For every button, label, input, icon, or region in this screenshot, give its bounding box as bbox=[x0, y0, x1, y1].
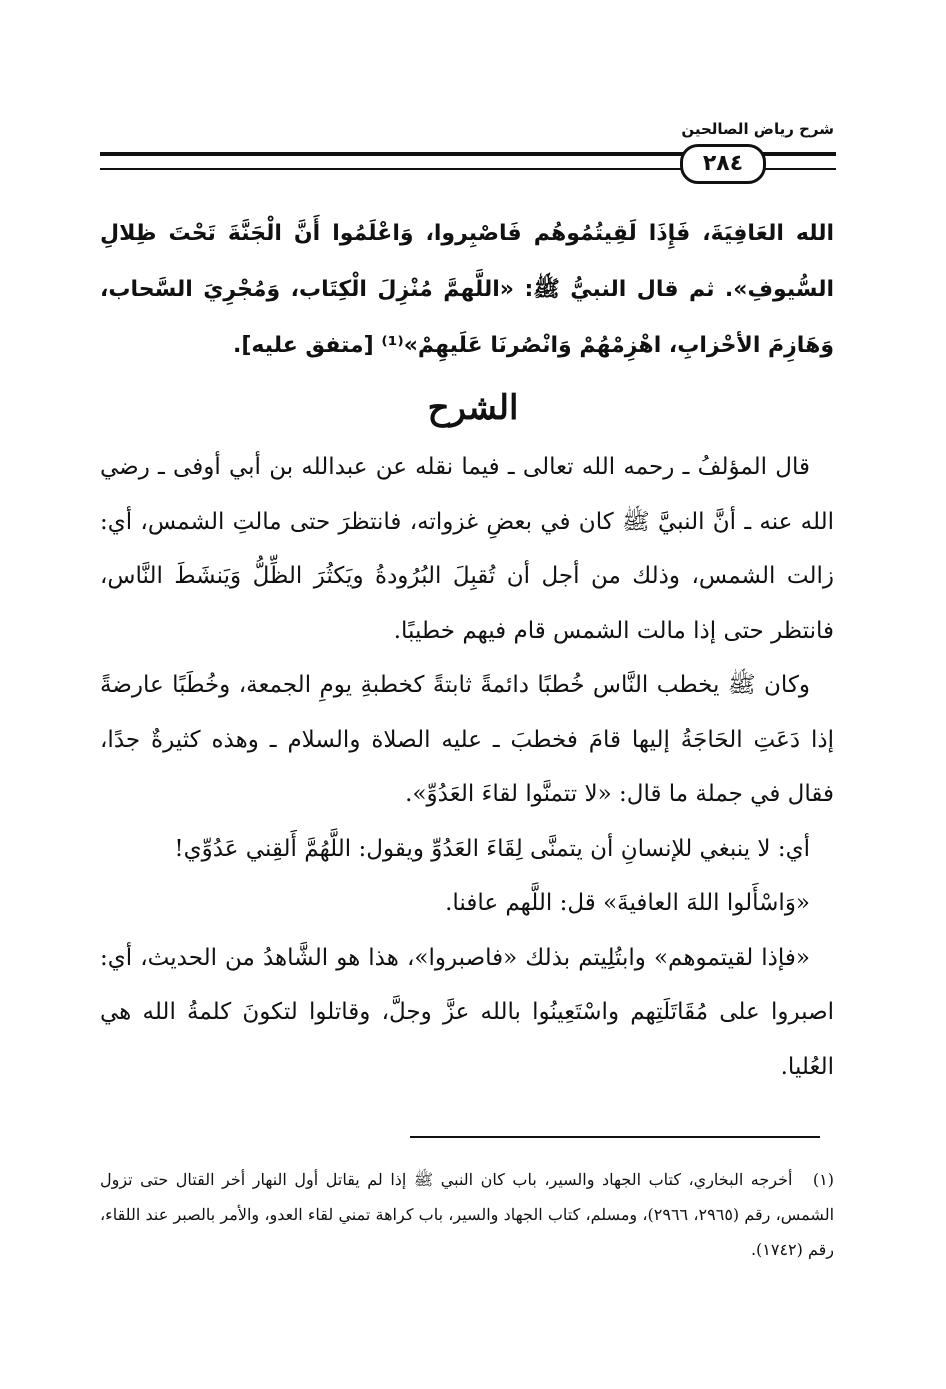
running-header-title: شرح رياض الصالحين bbox=[681, 120, 834, 138]
footnote-mark: (١) bbox=[812, 1170, 834, 1189]
commentary-paragraph: وكان ﷺ يخطب النَّاس خُطبًا دائمةً ثابتةً كخطبةِ يومِ الجمعة، وخُطَبًا عارضةً إذا دَعَتِ الحَاجَةُ إليها قامَ فخطبَ ـ عليه الصلاة والسلام ـ وهذه كثيرةٌ جدًا، فقال في جملة ما قال: «لا تتمنَّوا لقاءَ العَدُوِّ». bbox=[100, 672, 835, 807]
section-title: الشرح bbox=[427, 388, 519, 428]
commentary-paragraph: قال المؤلفُ ـ رحمه الله تعالى ـ فيما نقله عن عبدالله بن أبي أوفى ـ رضي الله عنه ـ أنَّ النبيَّ ﷺ كان في بعضِ غزواته، فانتظرَ حتى مالتِ الشمس، أي: زالت الشمس، وذلك من أجل أن تُقبِلَ البُرُودةُ ويَكثُرَ الظِّلُّ وَيَنشَطَ النَّاس، فانتظر حتى إذا مالت الشمس قام فيهم خطيبًا. bbox=[100, 454, 834, 644]
commentary-paragraph: أي: لا ينبغي للإنسانِ أن يتمنَّى لِقَاءَ العَدُوِّ ويقول: اللَّهُمَّ أَلقِني عَدُوِّي! bbox=[174, 835, 810, 862]
hadith-text-block bbox=[100, 206, 834, 374]
footnote-text: أخرجه البخاري، كتاب الجهاد والسير، باب كان النبي ﷺ إذا لم يقاتل أول النهار أخر القتال حتى تزول الشمس، رقم (٢٩٦٥، ٢٩٦٦)، ومسلم، كتاب الجهاد والسير، باب كراهة تمني لقاء العدو، والأمر بالصبر عند اللقاء، رقم (١٧٤٢). bbox=[100, 1170, 835, 1259]
commentary-paragraph: «وَاسْأَلوا اللهَ العافيةَ» قل: اللَّهم عافنا. bbox=[445, 890, 810, 916]
footnote-separator bbox=[410, 1136, 820, 1138]
commentary-block bbox=[100, 440, 834, 1094]
hadith-paragraph: الله العَافِيَةَ، فَإِذَا لَقِيتُمُوهُم فَاصْبِروا، وَاعْلَمُوا أَنَّ الْجَنَّةَ تَحْتَ ظِلالِ السُّيوفِ». ثم قال النبيُّ ﷺ: «اللَّهمَّ مُنْزِلَ الْكِتَاب، وَمُجْرِيَ السَّحاب، وَهَازِمَ الأحْزابِ، اهْزِمْهُمْ وَانْصُرنَا عَلَيهِمْ»⁽¹⁾ [متفق عليه]. bbox=[100, 221, 834, 358]
footnote bbox=[100, 1162, 834, 1267]
commentary-paragraph: «فإذا لقيتموهم» وابتُلِيتم بذلك «فاصبروا»، هذا هو الشَّاهدُ من الحديث، أي: اصبروا على مُقَاتَلَتِهم واسْتَعِينُوا بالله عزَّ وجلَّ، وقاتلوا لتكونَ كلمةُ الله هي العُليا. bbox=[100, 944, 834, 1080]
page-number-badge: ٢٨٤ bbox=[680, 144, 766, 184]
